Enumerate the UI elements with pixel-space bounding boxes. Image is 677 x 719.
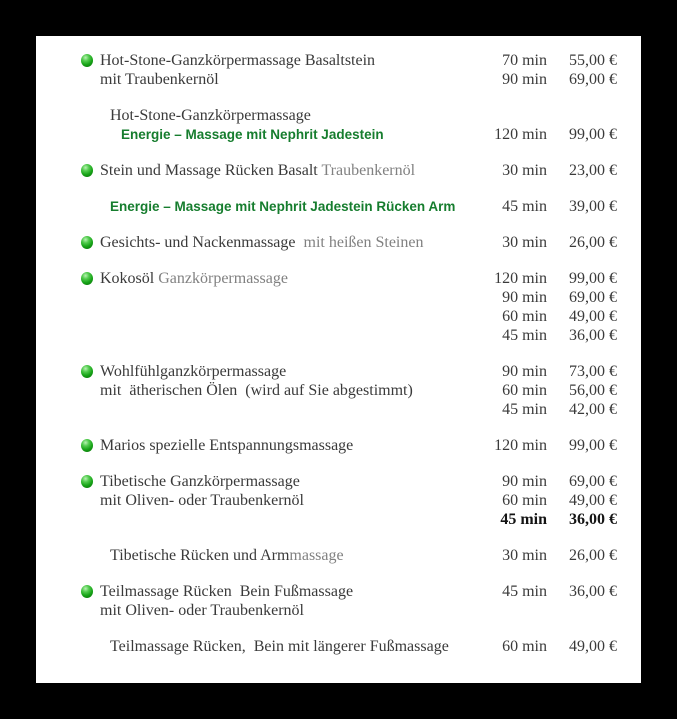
- price-line: [485, 307, 617, 326]
- menu-item: [36, 546, 617, 565]
- duration-value: 45 min: [502, 198, 547, 215]
- service-name-line: [100, 51, 485, 70]
- service-text-segment: Hot-Stone-Ganzkörpermassage: [110, 107, 311, 124]
- price-line: [485, 582, 617, 601]
- green-ball-bullet-icon: [81, 236, 93, 249]
- menu-item: [36, 362, 617, 419]
- price-column: [485, 472, 617, 529]
- price-value: 23,00 €: [569, 162, 617, 179]
- price-line: [485, 125, 617, 144]
- price-column: [485, 637, 617, 656]
- service-name-line: [100, 436, 485, 455]
- price-value: 99,00 €: [569, 126, 617, 143]
- menu-item-text: [36, 582, 485, 620]
- menu-item: [36, 472, 617, 529]
- menu-item: [36, 436, 617, 455]
- menu-item: [36, 637, 617, 656]
- menu-item: [36, 161, 617, 180]
- price-value: 39,00 €: [569, 198, 617, 215]
- duration-value: 45 min: [502, 401, 547, 418]
- service-text-segment: Energie – Massage mit Nephrit Jadestein Rücken Arm: [110, 199, 456, 214]
- price-value: 36,00 €: [569, 583, 617, 600]
- menu-item-text: [36, 161, 485, 180]
- price-value: 69,00 €: [569, 289, 617, 306]
- price-column: [485, 436, 617, 455]
- duration-value: 90 min: [502, 71, 547, 88]
- price-value: 69,00 €: [569, 473, 617, 490]
- service-name-line: [100, 637, 485, 656]
- menu-item: [36, 269, 617, 345]
- price-value: 26,00 €: [569, 234, 617, 251]
- duration-value: [485, 106, 547, 125]
- service-text-segment: Teilmassage Rücken, Bein mit längerer Fußmassage: [110, 638, 449, 655]
- menu-item: [36, 51, 617, 89]
- green-ball-bullet-icon: [81, 475, 93, 488]
- duration-value: 70 min: [502, 52, 547, 69]
- price-line: [485, 51, 617, 70]
- price-value: 73,00 €: [569, 363, 617, 380]
- service-name-line: [100, 362, 485, 381]
- price-value: 69,00 €: [569, 71, 617, 88]
- price-line: [485, 106, 617, 125]
- menu-item: [36, 197, 617, 216]
- price-line: [485, 400, 617, 419]
- price-value: 36,00 €: [569, 327, 617, 344]
- price-column: [485, 197, 617, 216]
- menu-item-text: [36, 233, 485, 252]
- service-name-line: [100, 491, 485, 510]
- price-value: 55,00 €: [569, 52, 617, 69]
- price-value: 42,00 €: [569, 401, 617, 418]
- price-line: [485, 233, 617, 252]
- menu-item: [36, 582, 617, 620]
- price-value: 56,00 €: [569, 382, 617, 399]
- price-line: [485, 288, 617, 307]
- service-text-segment: massage: [289, 547, 344, 564]
- menu-item: [36, 106, 617, 144]
- service-text-segment: Teilmassage Rücken Bein Fußmassage: [100, 583, 354, 600]
- duration-value: 60 min: [502, 382, 547, 399]
- green-ball-bullet-icon: [81, 365, 93, 378]
- price-value: 49,00 €: [569, 638, 617, 655]
- menu-item: [36, 233, 617, 252]
- duration-value: 120 min: [494, 126, 547, 143]
- service-text-segment: Stein und Massage Rücken Basalt: [100, 162, 322, 179]
- price-value: [557, 106, 617, 125]
- service-name-line: [100, 381, 485, 400]
- price-column: [485, 106, 617, 144]
- menu-item-text: [36, 436, 485, 455]
- price-column: [485, 362, 617, 419]
- green-ball-bullet-icon: [81, 164, 93, 177]
- duration-value: 120 min: [494, 270, 547, 287]
- menu-item-text: [36, 637, 485, 656]
- menu-item-text: [36, 472, 485, 510]
- price-line: [485, 546, 617, 565]
- service-name-line: [100, 601, 485, 620]
- duration-value: 60 min: [502, 308, 547, 325]
- price-line: [485, 362, 617, 381]
- service-text-segment: mit Oliven- oder Traubenkernöl: [100, 492, 304, 509]
- service-name-line: [100, 106, 485, 125]
- duration-value: 120 min: [494, 437, 547, 454]
- duration-value: 90 min: [502, 473, 547, 490]
- service-text-segment: mit heißen Steinen: [303, 234, 424, 251]
- menu-item-text: [36, 51, 485, 89]
- price-value: 99,00 €: [569, 270, 617, 287]
- menu-item-text: [36, 197, 485, 216]
- price-value: 36,00 €: [569, 511, 617, 528]
- duration-value: 45 min: [502, 583, 547, 600]
- menu-item-text: [36, 106, 485, 144]
- price-line: [485, 510, 617, 529]
- duration-value: 45 min: [500, 511, 547, 528]
- service-name-green: [100, 125, 485, 144]
- duration-value: 30 min: [502, 234, 547, 251]
- service-text-segment: Ganzkörpermassage: [158, 270, 288, 287]
- green-ball-bullet-icon: [81, 439, 93, 452]
- service-name-line: [100, 269, 485, 288]
- service-name-line: [100, 546, 485, 565]
- service-text-segment: Traubenkernöl: [321, 162, 416, 179]
- service-text-segment: mit ätherischen Ölen (wird auf Sie abgestimmt): [100, 382, 413, 399]
- price-line: [485, 381, 617, 400]
- duration-value: 90 min: [502, 363, 547, 380]
- price-list-card: [36, 36, 641, 683]
- duration-value: 90 min: [502, 289, 547, 306]
- service-name-line: [100, 472, 485, 491]
- service-text-segment: mit Oliven- oder Traubenkernöl: [100, 602, 304, 619]
- green-ball-bullet-icon: [81, 272, 93, 285]
- service-name-line: [100, 233, 485, 252]
- price-line: [485, 436, 617, 455]
- price-line: [485, 472, 617, 491]
- price-column: [485, 51, 617, 89]
- menu-item-text: [36, 362, 485, 400]
- price-line: [485, 269, 617, 288]
- price-line: [485, 491, 617, 510]
- price-column: [485, 269, 617, 345]
- price-line: [485, 637, 617, 656]
- price-value: 49,00 €: [569, 308, 617, 325]
- price-value: 26,00 €: [569, 547, 617, 564]
- price-line: [485, 326, 617, 345]
- price-line: [485, 70, 617, 89]
- service-text-segment: Marios spezielle Entspannungsmassage: [100, 437, 354, 454]
- service-text-segment: Gesichts- und Nackenmassage: [100, 234, 304, 251]
- menu-item-text: [36, 546, 485, 565]
- service-text-segment: Hot-Stone-Ganzkörpermassage Basaltstein: [100, 52, 376, 69]
- duration-value: 60 min: [502, 492, 547, 509]
- green-ball-bullet-icon: [81, 585, 93, 598]
- service-text-segment: Tibetische Ganzkörpermassage: [100, 473, 300, 490]
- service-text-segment: Wohlfühlganzkörpermassage: [100, 363, 287, 380]
- service-name-line: [100, 582, 485, 601]
- menu-items: [36, 51, 617, 656]
- service-name-green: [100, 197, 485, 216]
- price-column: [485, 233, 617, 252]
- green-ball-bullet-icon: [81, 54, 93, 67]
- service-text-segment: Energie – Massage mit Nephrit Jadestein: [121, 127, 384, 142]
- duration-value: 30 min: [502, 162, 547, 179]
- duration-value: 45 min: [502, 327, 547, 344]
- price-value: 49,00 €: [569, 492, 617, 509]
- service-text-segment: Tibetische Rücken und Arm: [110, 547, 290, 564]
- price-value: 99,00 €: [569, 437, 617, 454]
- duration-value: 30 min: [502, 547, 547, 564]
- service-text-segment: mit Traubenkernöl: [100, 71, 219, 88]
- price-column: [485, 546, 617, 565]
- service-text-segment: Kokosöl: [100, 270, 159, 287]
- price-column: [485, 161, 617, 180]
- price-line: [485, 161, 617, 180]
- menu-item-text: [36, 269, 485, 288]
- duration-value: 60 min: [502, 638, 547, 655]
- price-column: [485, 582, 617, 601]
- price-line: [485, 197, 617, 216]
- service-name-line: [100, 70, 485, 89]
- service-name-line: [100, 161, 485, 180]
